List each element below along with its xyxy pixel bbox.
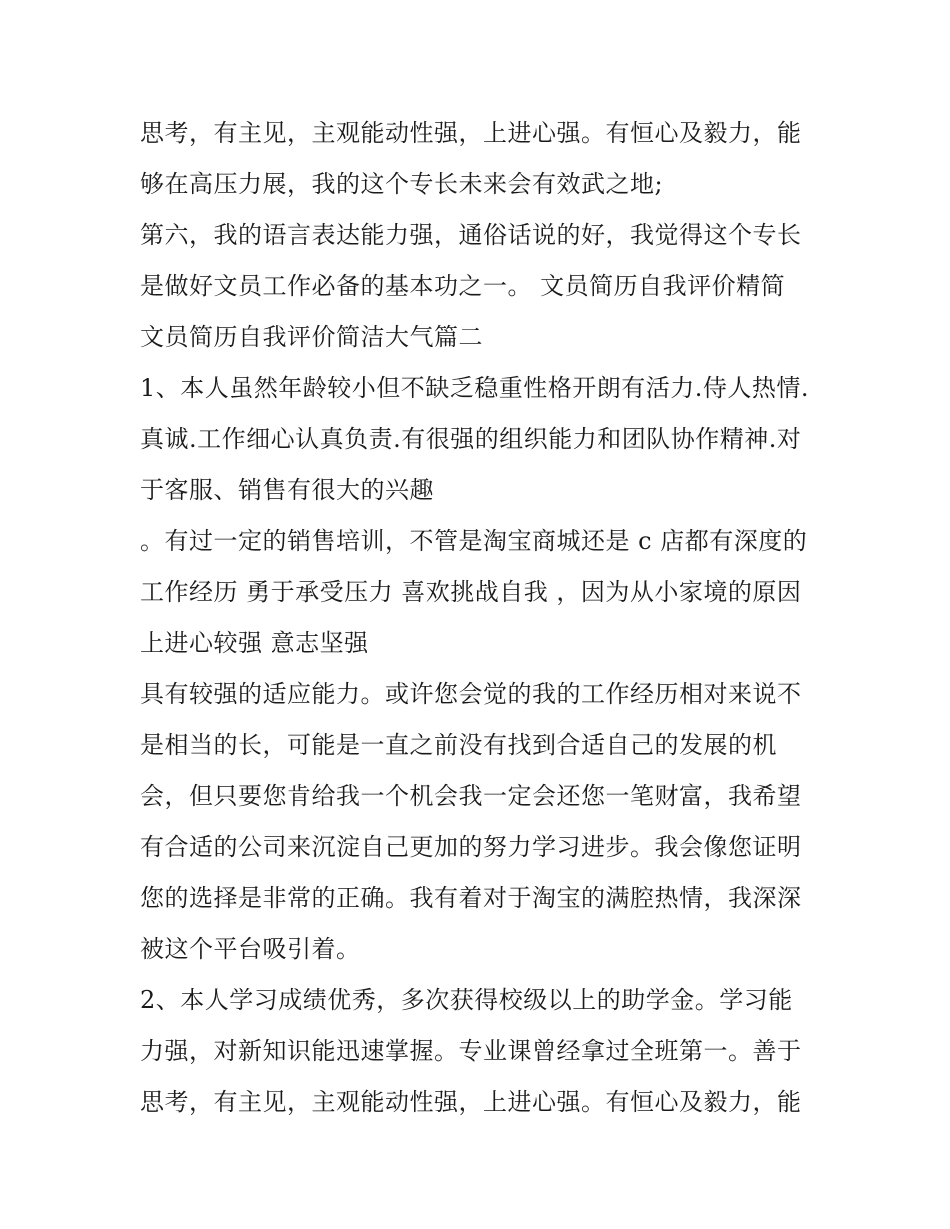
text-line: 于客服、销售有很大的兴趣	[140, 476, 434, 504]
text-line: 思考，有主见，主观能动性强，上进心强。有恒心及毅力，能	[140, 119, 802, 147]
text-line: 1、本人虽然年龄较小但不缺乏稳重性格开朗有活力.侍人热情.	[140, 374, 810, 402]
text-line: 具有较强的适应能力。或许您会觉的我的工作经历相对来说不	[140, 680, 802, 708]
text-line: 是相当的长，可能是一直之前没有找到合适自己的发展的机	[140, 731, 777, 759]
text-line: 思考，有主见，主观能动性强，上进心强。有恒心及毅力，能	[140, 1088, 802, 1116]
text-line: 够在高压力展，我的这个专长未来会有效武之地;	[140, 170, 664, 198]
body-text	[140, 108, 820, 1128]
text-line: 是做好文员工作必备的基本功之一。 文员简历自我评价精简	[140, 272, 786, 300]
text-line: 会，但只要您肯给我一个机会我一定会还您一笔财富，我希望	[140, 782, 802, 810]
text-line: 上进心较强 意志坚强	[140, 629, 369, 657]
text-line: 2、本人学习成绩优秀，多次获得校级以上的助学金。学习能	[140, 986, 793, 1014]
text-line: 真诚.工作细心认真负责.有很强的组织能力和团队协作精神.对	[140, 425, 802, 453]
text-line: 第六，我的语言表达能力强，通俗话说的好，我觉得这个专长	[140, 221, 802, 249]
text-line: 有合适的公司来沉淀自己更加的努力学习进步。我会像您证明	[140, 833, 802, 861]
section-heading: 文员简历自我评价简洁大气篇二	[140, 323, 483, 351]
text-line: 工作经历 勇于承受压力 喜欢挑战自我 ，因为从小家境的原因	[140, 578, 802, 606]
text-line: 您的选择是非常的正确。我有着对于淘宝的满腔热情，我深深	[140, 884, 802, 912]
text-line: 被这个平台吸引着。	[140, 935, 361, 963]
text-line: 力强，对新知识能迅速掌握。专业课曾经拿过全班第一。善于	[140, 1037, 802, 1065]
text-line: 。有过一定的销售培训，不管是淘宝商城还是 c 店都有深度的	[140, 527, 808, 555]
